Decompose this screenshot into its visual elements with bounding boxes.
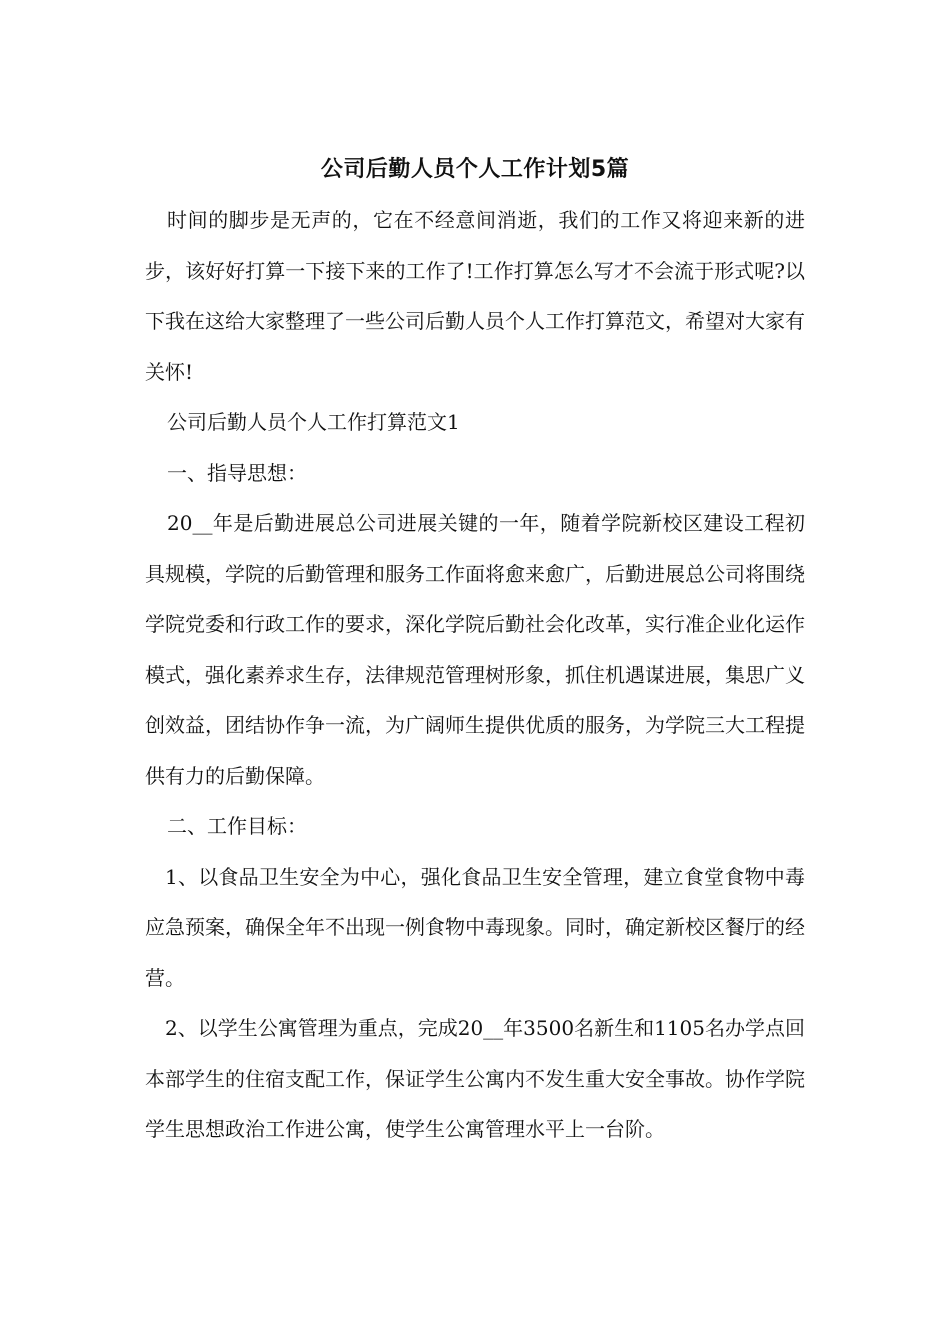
- section-heading: 公司后勤人员个人工作打算范文1: [167, 410, 460, 434]
- subheading-work-goals: 二、工作目标：: [167, 814, 307, 838]
- intro-paragraph: 时间的脚步是无声的，它在不经意间消逝，我们的工作又将迎来新的进步，该好好打算一下接下来的工作了!工作打算怎么写才不会流于形式呢?以下我在这给大家整理了一些公司后勤人员个人工作打算范文，希望对大家有关怀!: [145, 208, 805, 384]
- paragraph-guiding-thought: 20__年是后勤进展总公司进展关键的一年，随着学院新校区建设工程初具规模，学院的后勤管理和服务工作面将愈来愈广，后勤进展总公司将围绕学院党委和行政工作的要求，深化学院后勤社会化改革，实行准企业化运作模式，强化素养求生存，法律规范管理树形象，抓住机遇谋进展，集思广义创效益，团结协作争一流，为广阔师生提供优质的服务，为学院三大工程提供有力的后勤保障。: [145, 511, 805, 788]
- document-title: 公司后勤人员个人工作计划5篇: [320, 157, 630, 182]
- goal-item-2: 2、以学生公寓管理为重点，完成20__年3500名新生和1105名办学点回本部学生的住宿支配工作，保证学生公寓内不发生重大安全事故。协作学院学生思想政治工作进公寓，使学生公寓管理水平上一台阶。: [145, 1016, 805, 1141]
- subheading-guiding-thought: 一、指导思想：: [167, 460, 307, 485]
- document-body: [145, 145, 805, 1155]
- goal-item-1: 1、以食品卫生安全为中心，强化食品卫生安全管理，建立食堂食物中毒应急预案，确保全年不出现一例食物中毒现象。同时，确定新校区餐厅的经营。: [145, 864, 805, 990]
